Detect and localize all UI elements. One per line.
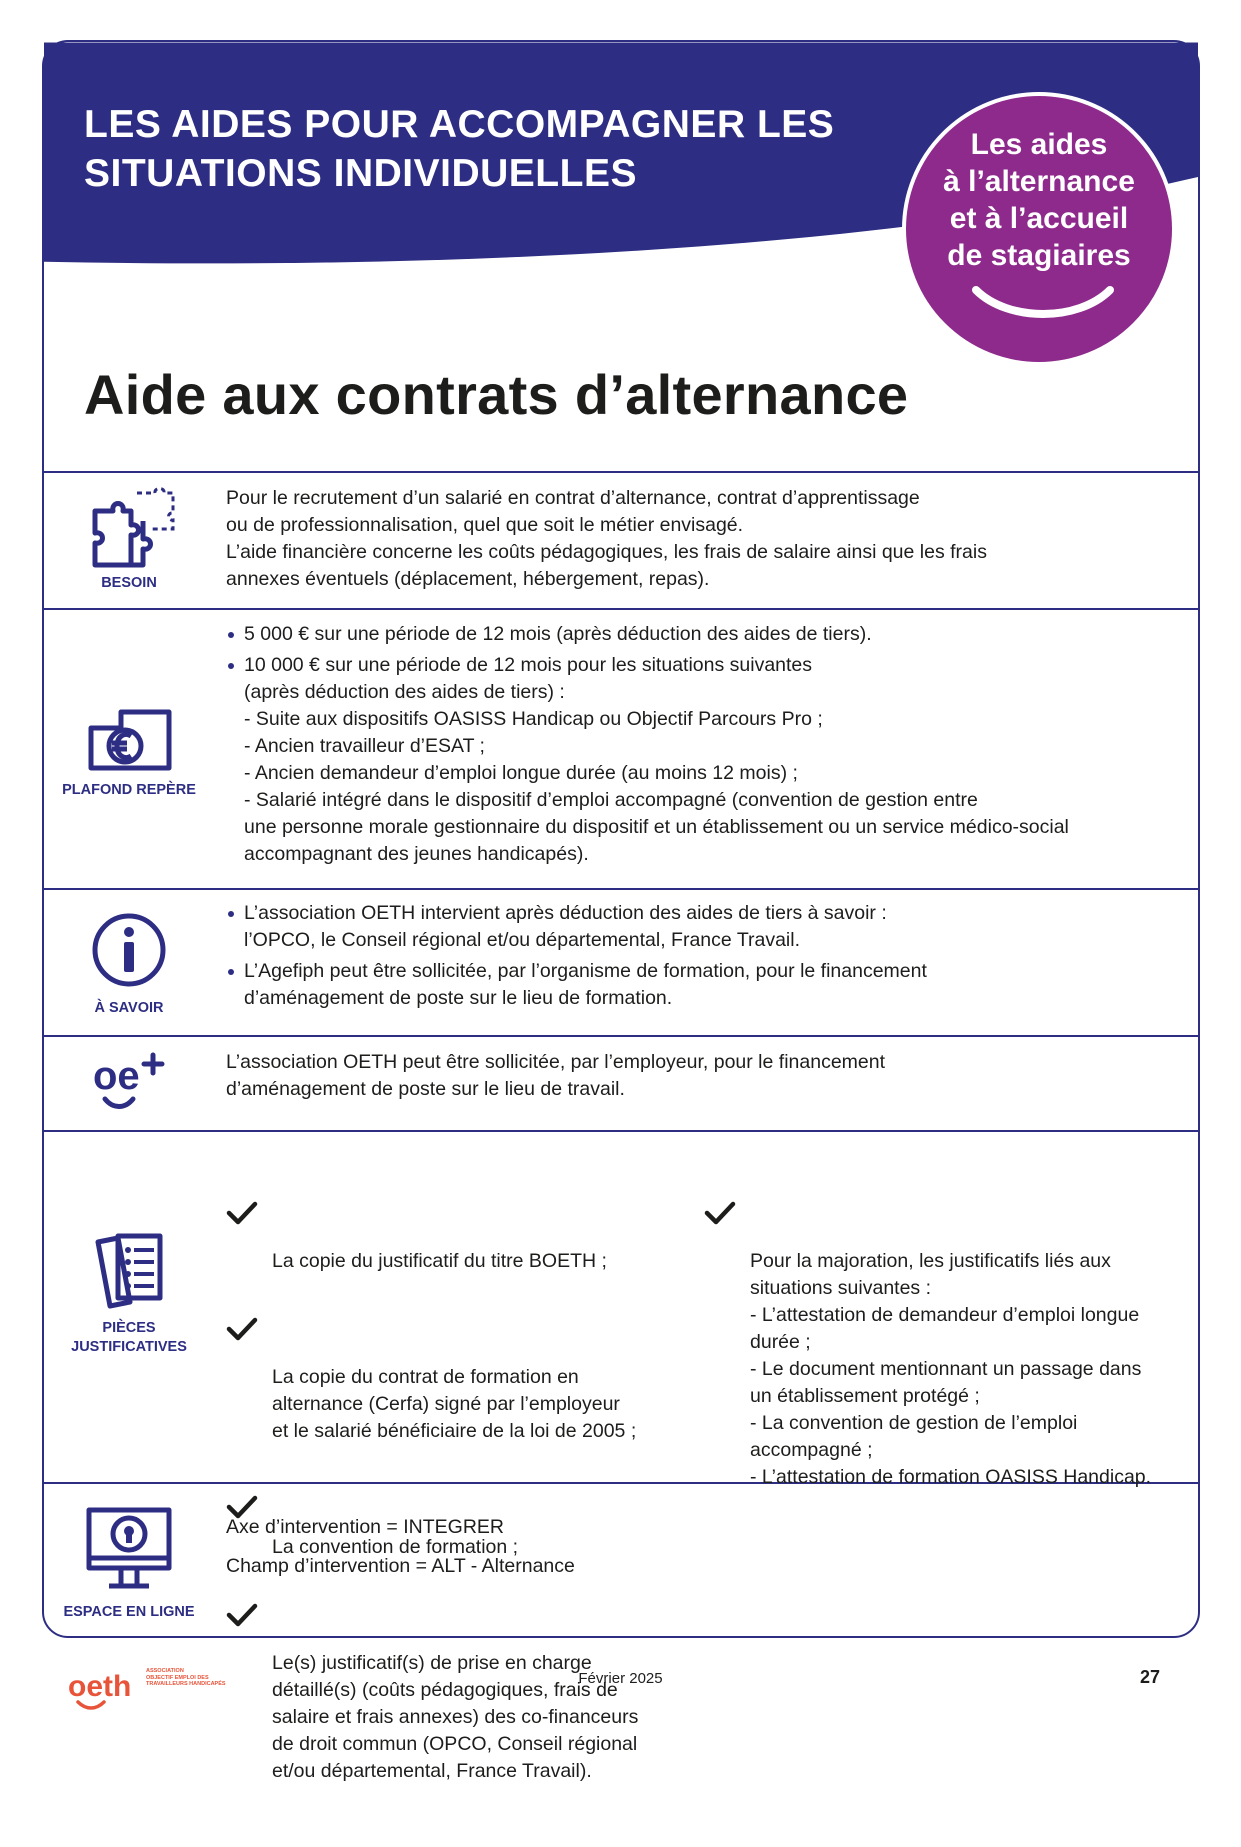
- text-line: une personne morale gestionnaire du dispositif et un établissement ou un service médico-social: [244, 816, 1069, 838]
- item-text: La copie du contrat de formation en alternance (Cerfa) signé par l’employeur et le salarié bénéficiaire de la loi de 2005 ;: [272, 1366, 637, 1442]
- category-badge: [902, 92, 1176, 366]
- besoin-text: [226, 485, 987, 593]
- savoir-list: [226, 900, 1126, 1012]
- plafond-text: [226, 621, 1186, 872]
- text-line: - Salarié intégré dans le dispositif d’emploi accompagné (convention de gestion entre: [244, 789, 978, 811]
- list-item: [226, 1310, 646, 1445]
- text-line: - Suite aux dispositifs OASISS Handicap ou Objectif Parcours Pro ;: [244, 708, 823, 730]
- badge-text: Les aides à l’alternance et à l’accueil de stagiaires: [943, 128, 1135, 272]
- item-text: Le(s) justificatif(s) de prise en charge détaillé(s) (coûts pédagogiques, frais de salaire et frais annexes) des co-financeurs de droit commun (OPCO, Conseil régional et/ou départemental, France Travail).: [272, 1652, 639, 1782]
- list-item: [704, 1194, 1174, 1491]
- plafond-list: [226, 621, 1186, 868]
- section-espace: [44, 1484, 1198, 1640]
- oeth-text: [226, 1049, 885, 1103]
- espace-label: ESPACE EN LIGNE: [63, 1604, 195, 1620]
- check-icon: [226, 1316, 258, 1342]
- espace-text: [226, 1514, 575, 1580]
- section-besoin: [44, 473, 1198, 608]
- list-item: 5 000 € sur une période de 12 mois (après déduction des aides de tiers).: [226, 621, 1186, 648]
- text-line: L’association OETH intervient après déduction des aides de tiers à savoir :: [244, 902, 887, 924]
- besoin-label: BESOIN: [101, 575, 157, 591]
- savoir-text: [226, 900, 1126, 1016]
- list-item: [226, 652, 1186, 868]
- pieces-label: PIÈCES JUSTIFICATIVES: [71, 1320, 187, 1355]
- logo-word: oeth: [68, 1670, 132, 1703]
- text-line: ou de professionnalisation, quel que soit le métier envisagé.: [226, 514, 744, 536]
- info-icon: [89, 910, 169, 990]
- smile-icon: [968, 282, 1118, 322]
- footer-logo-tagline: ASSOCIATION OBJECTIF EMPLOI DES TRAVAILLEURS HANDICAPÉS: [146, 1668, 226, 1687]
- page-number: 27: [1140, 1667, 1161, 1687]
- champ-line: Champ d’intervention = ALT - Alternance: [226, 1555, 575, 1577]
- check-icon: [226, 1200, 258, 1226]
- section-savoir: [44, 890, 1198, 1035]
- text-line: l’OPCO, le Conseil régional et/ou départemental, France Travail.: [244, 929, 801, 951]
- pieces-icon-col: [44, 1226, 214, 1357]
- check-icon: [704, 1200, 736, 1226]
- list-item: [226, 958, 1126, 1012]
- pieces-right-list: [704, 1167, 1174, 1526]
- section-oeth: [44, 1037, 1198, 1130]
- besoin-icon-col: [44, 485, 214, 593]
- documents-icon: [84, 1226, 174, 1310]
- oeth-logo-text: oe: [93, 1054, 140, 1098]
- header-title: LES AIDES POUR ACCOMPAGNER LES SITUATIONS INDIVIDUELLES: [84, 103, 835, 195]
- item-text: Pour la majoration, les justificatifs liés aux situations suivantes : - L’attestation de demandeur d’emploi longue durée ; - Le document mentionnant un passage dans un établissement protégé ; - La convention de gestion de l’emploi accompagné ; - L’attestation de formation OASISS Handicap.: [750, 1250, 1152, 1488]
- savoir-icon-col: [44, 910, 214, 1018]
- savoir-label: À SAVOIR: [94, 1000, 164, 1016]
- puzzle-icon: [81, 485, 177, 569]
- item-text: La convention de formation ;: [272, 1536, 519, 1558]
- text-line: Pour le recrutement d’un salarié en contrat d’alternance, contrat d’apprentissage: [226, 487, 920, 509]
- text-line: - Ancien travailleur d’ESAT ;: [244, 735, 485, 757]
- list-item: [226, 1194, 646, 1275]
- item-text: La copie du justificatif du titre BOETH ;: [272, 1250, 607, 1272]
- text-line: L’association OETH peut être sollicitée, par l’employeur, pour le financement: [226, 1051, 886, 1073]
- oeth-icon-col: [44, 1049, 214, 1120]
- text-line: annexes éventuels (déplacement, hébergement, repas).: [226, 568, 710, 590]
- text-line: d’aménagement de poste sur le lieu de travail.: [226, 1078, 625, 1100]
- section-plafond: [44, 610, 1198, 888]
- text-line: L’Agefiph peut être sollicitée, par l’organisme de formation, pour le financement: [244, 960, 927, 982]
- secure-monitor-icon: [81, 1506, 177, 1598]
- plafond-icon-col: [44, 698, 214, 800]
- text-line: accompagnant des jeunes handicapés).: [244, 843, 589, 865]
- espace-icon-col: [44, 1506, 214, 1622]
- text-line: - Ancien demandeur d’emploi longue durée (au moins 12 mois) ;: [244, 762, 798, 784]
- list-item: [226, 900, 1126, 954]
- oeth-plus-logo-icon: [81, 1049, 177, 1115]
- text-line: d’aménagement de poste sur le lieu de formation.: [244, 987, 673, 1009]
- text-line: L’aide financière concerne les coûts pédagogiques, les frais de salaire ainsi que les frais: [226, 541, 987, 563]
- page-title: Aide aux contrats d’alternance: [84, 363, 909, 426]
- footer-date: Février 2025: [578, 1670, 663, 1687]
- axe-line: Axe d’intervention = INTEGRER: [226, 1516, 504, 1538]
- euro-steps-icon: [81, 698, 177, 774]
- text-line: (après déduction des aides de tiers) :: [244, 681, 565, 703]
- plafond-label: PLAFOND REPÈRE: [62, 782, 196, 798]
- text-line: 10 000 € sur une période de 12 mois pour les situations suivantes: [244, 654, 813, 676]
